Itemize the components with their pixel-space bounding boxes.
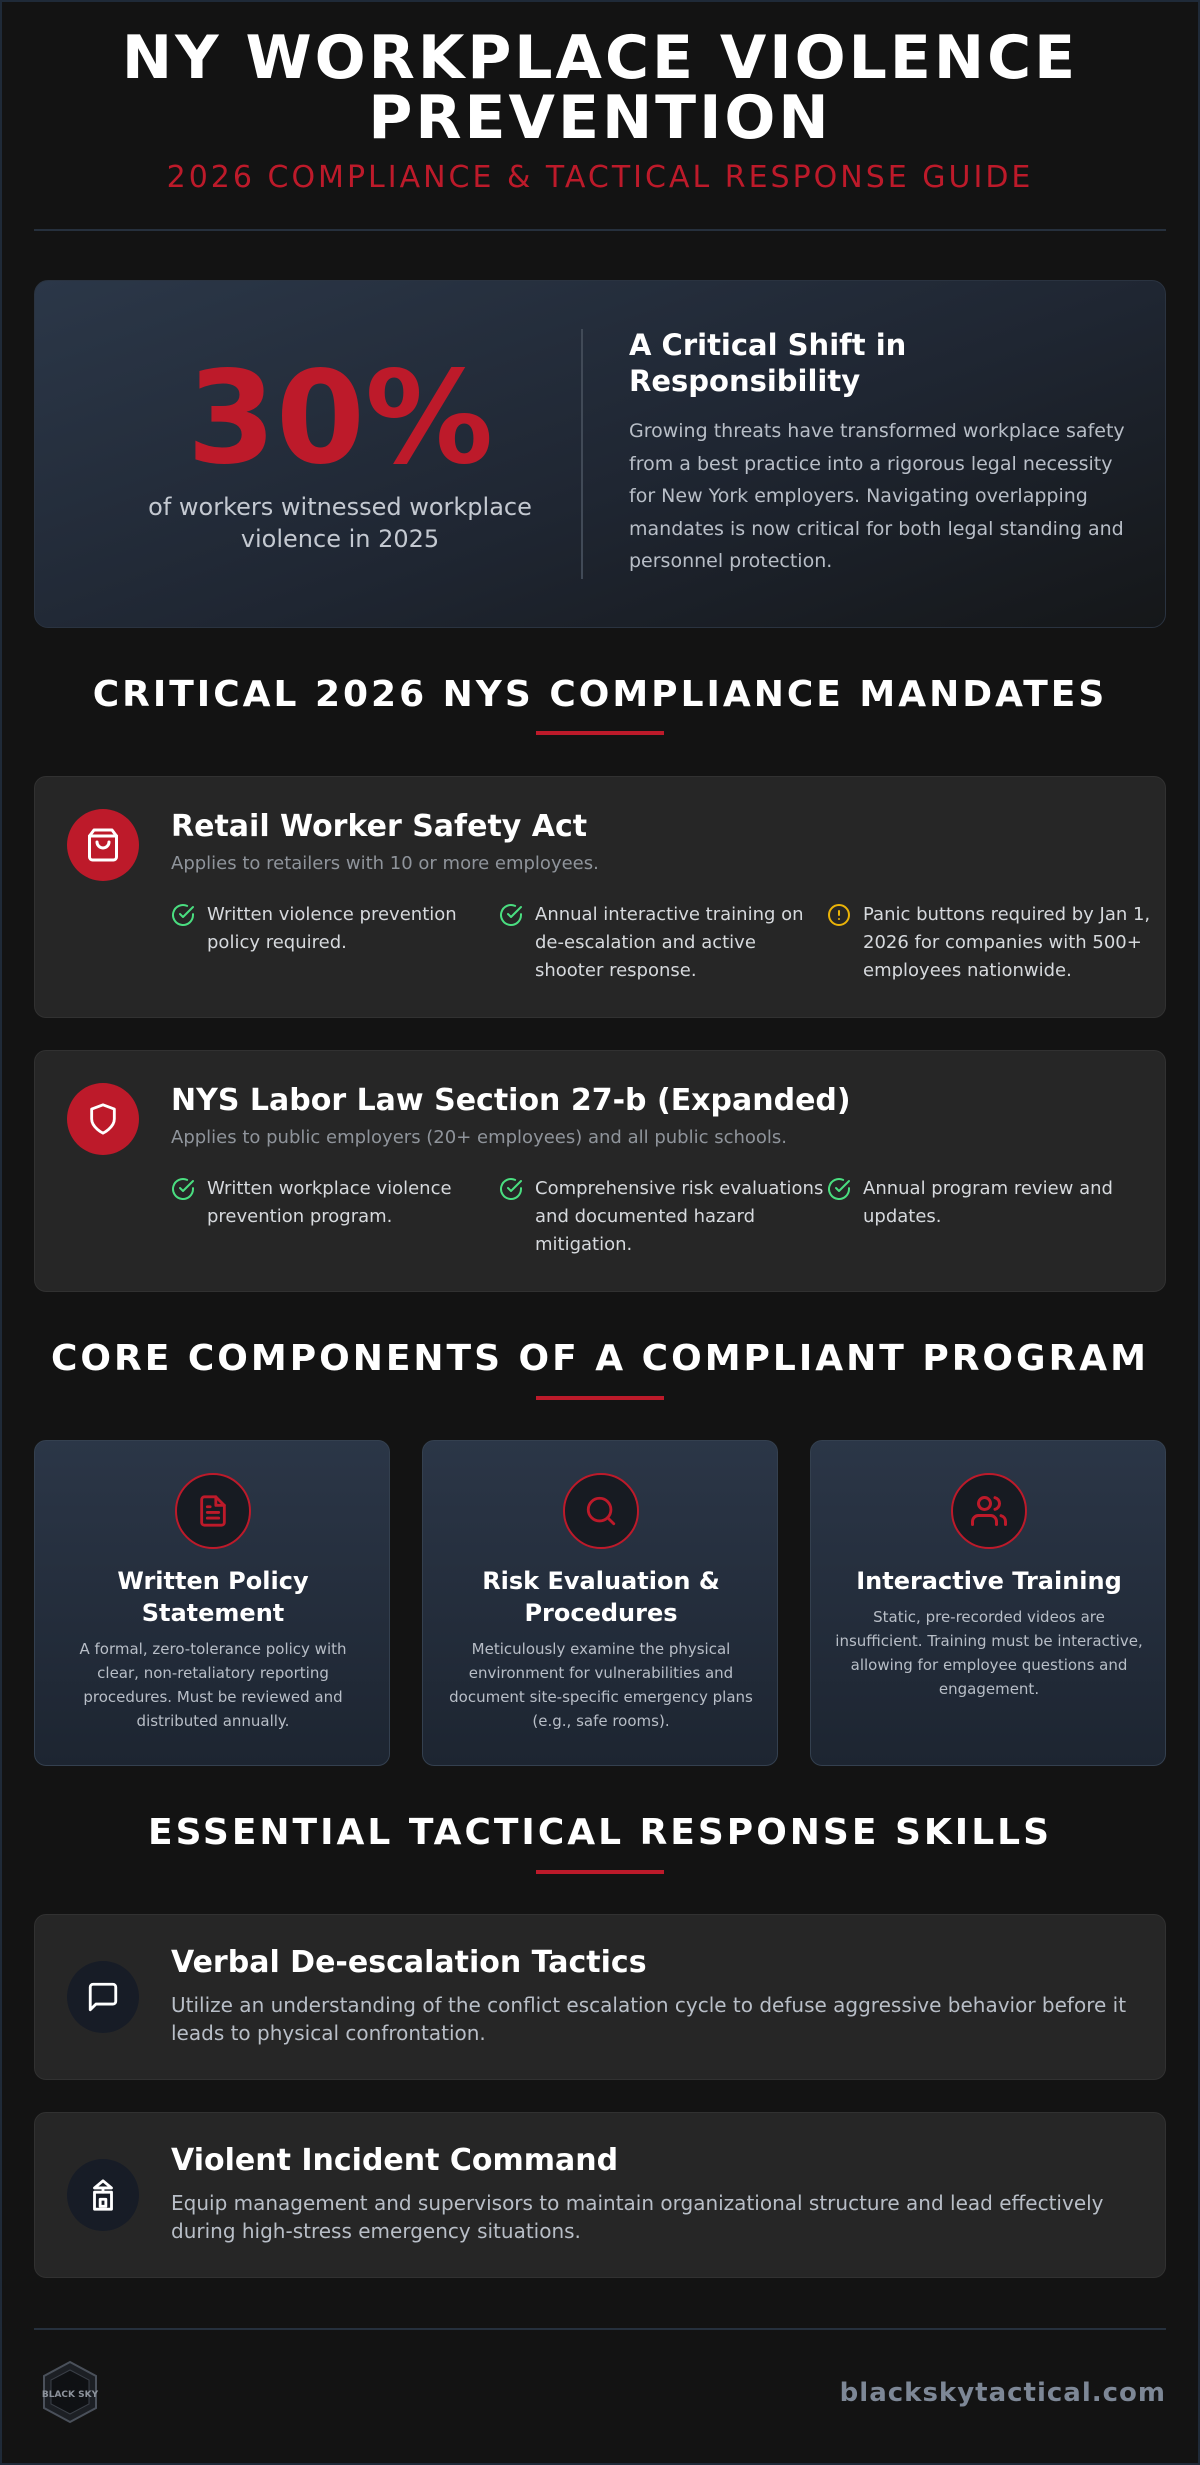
section-underline	[536, 1396, 664, 1400]
component-title: Interactive Training	[856, 1567, 1122, 1595]
skills-section-title: ESSENTIAL TACTICAL RESPONSE SKILLS	[147, 1812, 1053, 1853]
search-icon	[563, 1473, 639, 1549]
hero-divider	[581, 329, 583, 579]
section-underline	[536, 1870, 664, 1874]
check-circle-icon	[171, 903, 195, 927]
mandate-title: NYS Labor Law Section 27-b (Expanded)	[171, 1083, 851, 1118]
hero-panel	[34, 280, 1166, 628]
section-underline	[536, 731, 664, 735]
component-card-risk	[422, 1440, 778, 1766]
logo-text: BLACK SKY	[41, 2390, 99, 2400]
users-icon	[951, 1473, 1027, 1549]
shopping-bag-icon	[67, 809, 139, 881]
hero-text: Growing threats have transformed workplace safety from a best practice into a rigorous legal necessity for New York employers. Navigating overlapping mandates is now critical for both legal standing and personnel protection.	[629, 420, 1125, 572]
black-sky-logo[interactable]	[34, 2356, 106, 2428]
requirement-text: Annual interactive training on de-escalation and active shooter response.	[535, 904, 804, 981]
page-subtitle: 2026 COMPLIANCE & TACTICAL RESPONSE GUIDE	[166, 160, 1034, 195]
check-circle-icon	[827, 1177, 851, 1201]
skill-text: Equip management and supervisors to maintain organizational structure and lead effectively during high-stress emergency situations.	[171, 2191, 1104, 2243]
alert-circle-icon	[827, 903, 851, 927]
footer-divider	[34, 2328, 1166, 2330]
check-circle-icon	[499, 1177, 523, 1201]
hero-stat: 30%	[186, 344, 494, 493]
component-text: Static, pre-recorded videos are insufficient. Training must be interactive, allowing for employee questions and engagement.	[835, 1608, 1143, 1698]
document-icon	[175, 1473, 251, 1549]
skill-text: Utilize an understanding of the conflict escalation cycle to defuse aggressive behavior before it leads to physical confrontation.	[171, 1993, 1127, 2045]
header-divider	[34, 229, 1166, 231]
components-section-title: CORE COMPONENTS OF A COMPLIANT PROGRAM	[50, 1338, 1149, 1379]
mandate-card-labor-law	[34, 1050, 1166, 1292]
mandate-card-retail	[34, 776, 1166, 1018]
command-post-icon	[67, 2159, 139, 2231]
component-text: Meticulously examine the physical environment for vulnerabilities and document site-specific emergency plans (e.g., safe rooms).	[449, 1640, 753, 1730]
component-card-policy	[34, 1440, 390, 1766]
requirement-text: Comprehensive risk evaluations and documented hazard mitigation.	[535, 1178, 824, 1255]
requirement-text: Annual program review and updates.	[863, 1178, 1113, 1227]
shield-icon	[67, 1083, 139, 1155]
component-title: Risk Evaluation & Procedures	[482, 1567, 720, 1627]
component-card-training	[810, 1440, 1166, 1766]
mandate-subtitle: Applies to retailers with 10 or more employees.	[171, 853, 599, 874]
mandate-subtitle: Applies to public employers (20+ employees) and all public schools.	[171, 1127, 788, 1148]
check-circle-icon	[499, 903, 523, 927]
requirement-text: Written workplace violence prevention program.	[207, 1178, 452, 1227]
component-text: A formal, zero-tolerance policy with clear, non-retaliatory reporting procedures. Must be reviewed and distributed annually.	[79, 1640, 347, 1730]
check-circle-icon	[171, 1177, 195, 1201]
requirement-text: Panic buttons required by Jan 1, 2026 for companies with 500+ employees nationwide.	[863, 904, 1151, 981]
hero-stat-label: of workers witnessed workplace violence in 2025	[148, 493, 532, 553]
skill-title: Violent Incident Command	[171, 2143, 619, 2178]
mandates-section-title: CRITICAL 2026 NYS COMPLIANCE MANDATES	[92, 674, 1108, 715]
skill-title: Verbal De-escalation Tactics	[171, 1945, 647, 1980]
requirement-text: Written violence prevention policy required.	[207, 904, 457, 953]
footer-domain-link[interactable]: blackskytactical.com	[839, 2378, 1166, 2408]
skill-card-deescalation	[34, 1914, 1166, 2080]
page-title: NY WORKPLACE VIOLENCE PREVENTION	[121, 23, 1079, 153]
hero-heading: A Critical Shift in Responsibility	[629, 328, 907, 398]
component-title: Written Policy Statement	[117, 1567, 309, 1627]
skill-card-incident-command	[34, 2112, 1166, 2278]
message-square-icon	[67, 1961, 139, 2033]
mandate-title: Retail Worker Safety Act	[171, 809, 588, 844]
